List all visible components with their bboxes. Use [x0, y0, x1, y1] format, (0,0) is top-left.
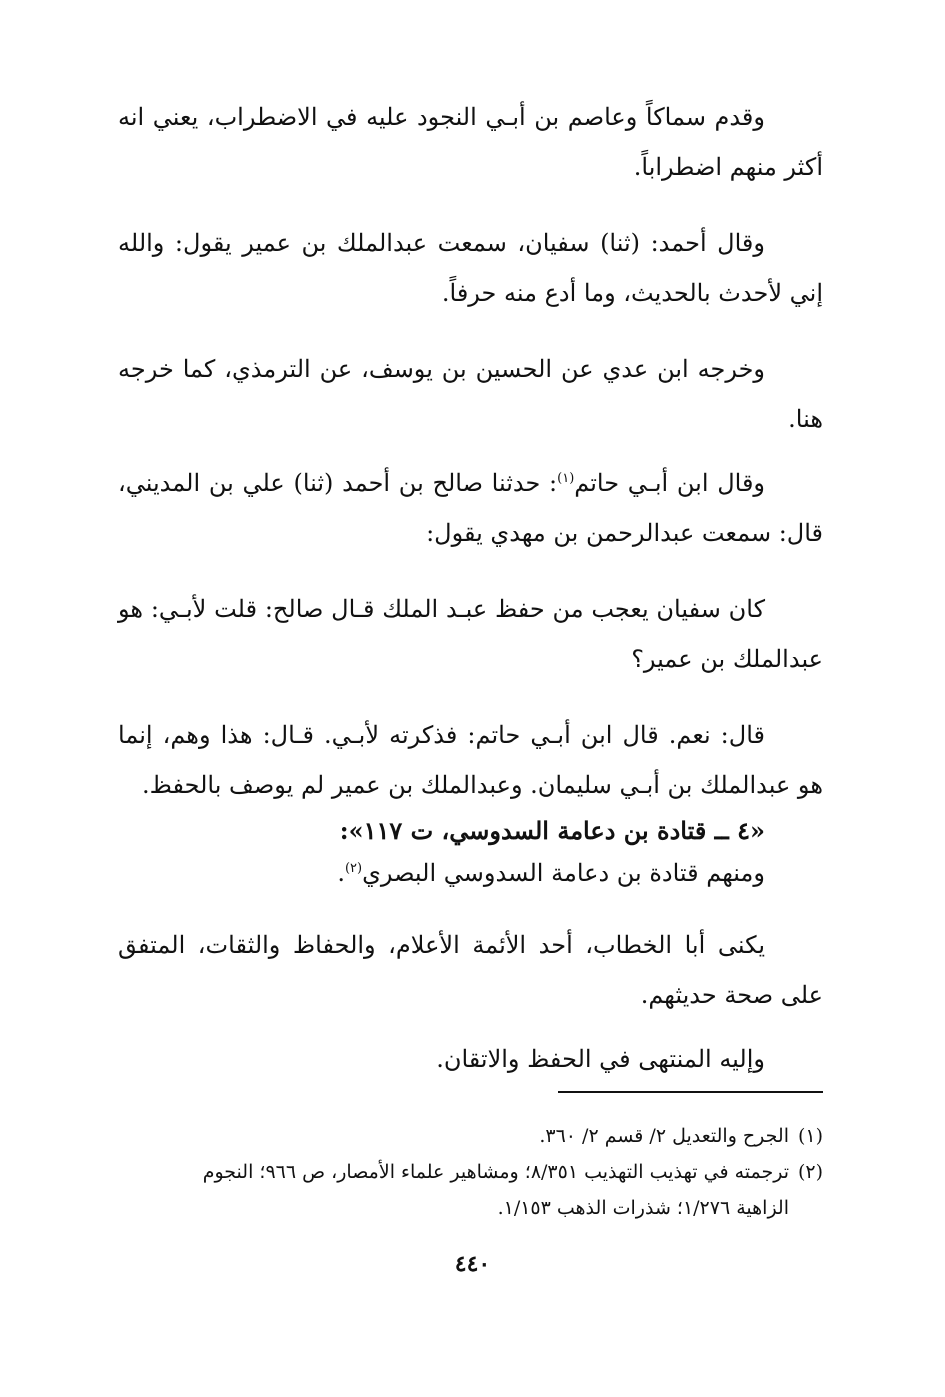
footnote-2-continuation: الزاهية ١/٢٧٦؛ شذرات الذهب ١/١٥٣. [497, 1197, 789, 1219]
paragraph-7 [118, 852, 823, 894]
footnote-ref-1: (١) [557, 471, 575, 486]
footnote-1 [118, 1118, 823, 1154]
paragraph-2: وقال أحمد: (ثنا) سفيان، سمعت عبدالملك بن عمير يقول: والله إني لأحدث بالحديث، وما أدع منه حرفاً. [118, 229, 823, 307]
paragraph-3: وخرجه ابن عدي عن الحسين بن يوسف، عن الترمذي، كما خرجه هنا. [118, 355, 823, 433]
footnote-2 [118, 1154, 823, 1226]
paragraph-4 [118, 458, 823, 558]
paragraph-7-start: ومنهم قتادة بن دعامة السدوسي البصري [362, 859, 765, 887]
footnote-2-text: ترجمته في تهذيب التهذيب ٨/٣٥١؛ ومشاهير علماء الأمصار، ص ٩٦٦؛ النجوم [202, 1161, 789, 1183]
paragraph-4-start: وقال ابن أبـي حاتم [574, 469, 766, 497]
main-text [118, 92, 823, 1084]
paragraph-8: يكنى أبا الخطاب، أحد الأئمة الأعلام، والحفاظ والثقات، المتفق على صحة حديثهم. [118, 931, 823, 1009]
footnote-divider [558, 1091, 823, 1093]
footnotes [118, 1118, 823, 1226]
paragraph-6: قال: نعم. قال ابن أبـي حاتم: فذكرته لأبـي. قـال: هذا وهم، إنما هو عبدالملك بن أبـي سليمان. وعبدالملك بن عمير لم يوصف بالحفظ. [118, 721, 823, 799]
section-heading: «٤ ــ قتادة بن دعامة السدوسي، ت ١١٧»: [339, 816, 765, 845]
paragraph-9: وإليه المنتهى في الحفظ والاتقان. [436, 1045, 765, 1073]
paragraph-4-end: : حدثنا صالح بن أحمد (ثنا) علي بن المديني، قال: سمعت عبدالرحمن بن مهدي يقول: [118, 469, 823, 547]
paragraph-1: وقدم سماكاً وعاصم بن أبـي النجود عليه في الاضطراب، يعني انه أكثر منهم اضطراباً. [118, 103, 823, 181]
footnote-2-number: (٢) [797, 1161, 823, 1183]
footnote-1-number: (١) [797, 1125, 823, 1147]
paragraph-5: كان سفيان يعجب من حفظ عبـد الملك قـال صالح: قلت لأبـي: هو عبدالملك بن عمير؟ [118, 595, 823, 673]
footnote-1-text: الجرح والتعديل ٢/ قسم ٢/ ٣٦٠. [539, 1125, 789, 1147]
paragraph-7-end: . [337, 859, 345, 887]
page-number: ٤٤٠ [454, 1251, 491, 1277]
footnote-ref-2: (٢) [344, 861, 363, 876]
